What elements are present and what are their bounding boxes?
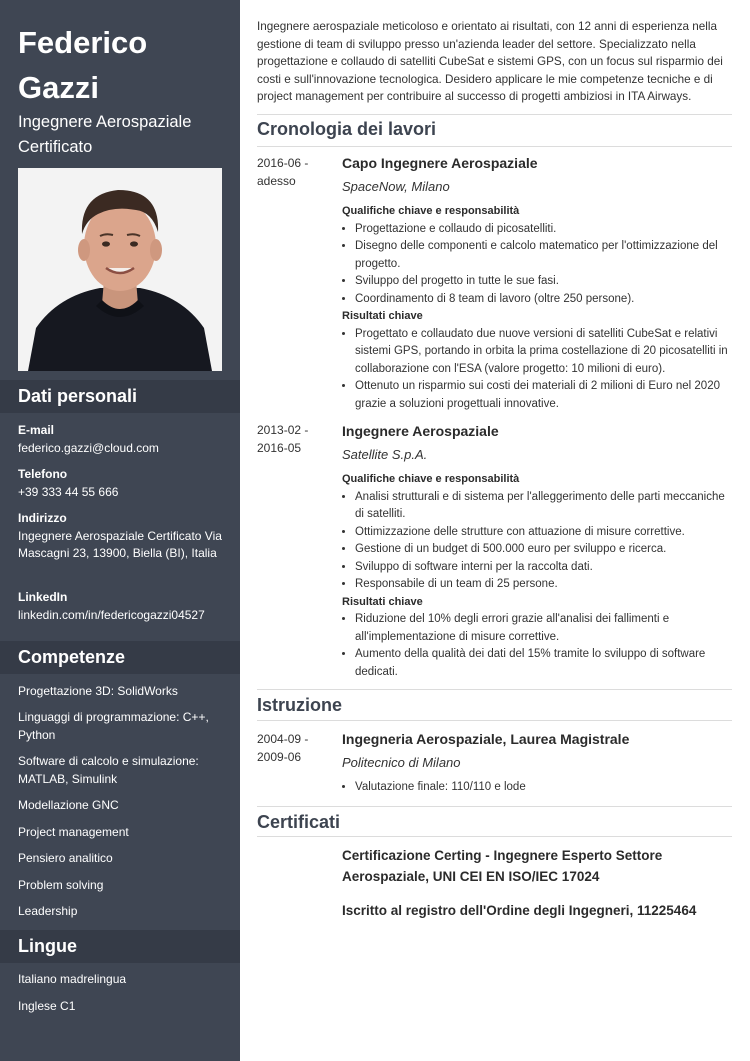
email-label: E-mail (18, 423, 55, 437)
list-item: • Progettazione e collaudo di picosatelliti. (355, 221, 732, 239)
education-heading: Istruzione (257, 695, 343, 715)
responsibilities-list (342, 221, 732, 309)
skill-item: Progettazione 3D: SolidWorks (18, 684, 178, 698)
address-label: Indirizzo (18, 511, 67, 525)
results-label: Risultati chiave (342, 595, 423, 608)
degree-title: Ingegneria Aerospaziale, Laurea Magistrale (342, 731, 630, 747)
job-entry (342, 421, 732, 681)
skill-item: Linguaggi di programmazione: C++, Python (18, 710, 209, 742)
phone-label: Telefono (18, 467, 68, 481)
phone-block (18, 466, 233, 501)
skills-heading: Competenze (0, 641, 240, 674)
person-portrait-icon (18, 168, 222, 371)
skill-item: Modellazione GNC (18, 798, 119, 812)
list-item: • Disegno delle componenti e calcolo matematico per l'ottimizzazione del progetto. (355, 238, 732, 273)
work-heading: Cronologia dei lavori (257, 119, 437, 139)
first-name: Federico (18, 25, 148, 60)
skill-item: Project management (18, 825, 129, 839)
certificate-item: Certificazione Certing - Ingegnere Esperto Settore Aerospaziale, UNI CEI EN ISO/IEC 17024 (342, 848, 663, 884)
certificates-heading: Certificati (257, 812, 341, 832)
skill-item: Pensiero analitico (18, 851, 113, 865)
language-item: Italiano madrelingua (18, 972, 127, 986)
divider (257, 806, 732, 807)
profile-photo (18, 168, 222, 371)
address-block (18, 510, 233, 563)
job-company: Satellite S.p.A. (342, 447, 428, 462)
responsibilities-list (342, 489, 732, 594)
certificate-item: Iscritto al registro dell'Ordine degli Ingegneri, 11225464 (342, 903, 697, 918)
responsibilities-label: Qualifiche chiave e responsabilità (342, 205, 520, 217)
list-item: • Sviluppo di software interni per la raccolta dati. (355, 559, 732, 577)
list-item: • Ottenuto un risparmio sui costi dei materiali di 2 milioni di Euro nel 2020 grazie a soluzioni progettuali innovative. (355, 378, 732, 413)
list-item: • Aumento della qualità dei dati del 15% tramite lo sviluppo di software dedicati. (355, 646, 732, 681)
list-item: • Analisi strutturali e di sistema per l'alleggerimento delle parti meccaniche di satelliti. (355, 489, 732, 524)
school-name: Politecnico di Milano (342, 755, 461, 770)
education-list (342, 779, 732, 797)
job-company: SpaceNow, Milano (342, 179, 450, 194)
email-value[interactable]: federico.gazzi@cloud.com (18, 440, 159, 455)
education-date: 2004-09 - 2009-06 (257, 732, 309, 764)
job-entry (342, 153, 732, 413)
job-title: Capo Ingegnere Aerospaziale (342, 155, 538, 171)
job-date: 2016-06 - adesso (257, 156, 309, 188)
candidate-title: Ingegnere Aerospaziale Certificato (18, 113, 192, 156)
list-item: • Sviluppo del progetto in tutte le sue fasi. (355, 273, 732, 291)
list-item: • Riduzione del 10% degli errori grazie all'analisi dei fallimenti e all'implementazione di misure correttive. (355, 611, 732, 646)
list-item: • Gestione di un budget di 500.000 euro per sviluppo e ricerca. (355, 541, 732, 559)
list-item: • Valutazione finale: 110/110 e lode (355, 779, 732, 797)
phone-value[interactable]: +39 333 44 55 666 (18, 484, 119, 499)
list-item: • Ottimizzazione delle strutture con attuazione di misure correttive. (355, 524, 732, 542)
address-value: Ingegnere Aerospaziale Certificato Via Mascagni 23, 13900, Biella (BI), Italia (18, 528, 222, 560)
job-title: Ingegnere Aerospaziale (342, 423, 499, 439)
languages-heading: Lingue (0, 930, 240, 963)
responsibilities-label: Qualifiche chiave e responsabilità (342, 473, 520, 485)
profile-summary: Ingegnere aerospaziale meticoloso e orientato ai risultati, con 12 anni di esperienza nella gestione di team di sviluppo presso un'azienda leader del settore. Specializzato nella progettazione e collaudo di satelliti CubeSat e sistemi GPS, con un focus sul risparmio dei costi e sull'innovazione tecnologica. Desidero applicare le mie competenze tecniche e di project management per contribuire al successo di progetti ambiziosi in ITA Airways. (257, 20, 723, 103)
email-block (18, 422, 233, 457)
candidate-name (18, 20, 228, 110)
list-item: • Progettato e collaudato due nuove versioni di satelliti CubeSat e relativi sistemi GPS, portando in orbita la prima costellazione di 20 picosatelliti in collaborazione con l'ESA (valore progetto: 10 milioni di euro). (355, 326, 732, 379)
linkedin-label: LinkedIn (18, 590, 68, 604)
divider (257, 114, 732, 115)
education-entry (342, 729, 732, 797)
list-item: • Coordinamento di 8 team di lavoro (oltre 250 persone). (355, 291, 732, 309)
skill-item: Leadership (18, 904, 78, 918)
divider (257, 689, 732, 690)
results-list (342, 326, 732, 414)
divider (257, 720, 732, 721)
linkedin-value[interactable]: linkedin.com/in/federicogazzi04527 (18, 607, 205, 622)
skill-item: Software di calcolo e simulazione: MATLAB, Simulink (18, 754, 199, 786)
linkedin-block (18, 589, 233, 624)
divider (257, 836, 732, 837)
last-name: Gazzi (18, 70, 99, 105)
results-label: Risultati chiave (342, 310, 423, 322)
job-date: 2013-02 - 2016-05 (257, 423, 309, 455)
list-item: • Responsabile di un team di 25 persone. (355, 576, 732, 594)
personal-heading: Dati personali (0, 380, 240, 413)
divider (257, 146, 732, 147)
results-list (342, 611, 732, 681)
language-item: Inglese C1 (18, 999, 76, 1013)
sidebar (0, 0, 240, 1061)
skill-item: Problem solving (18, 878, 104, 892)
